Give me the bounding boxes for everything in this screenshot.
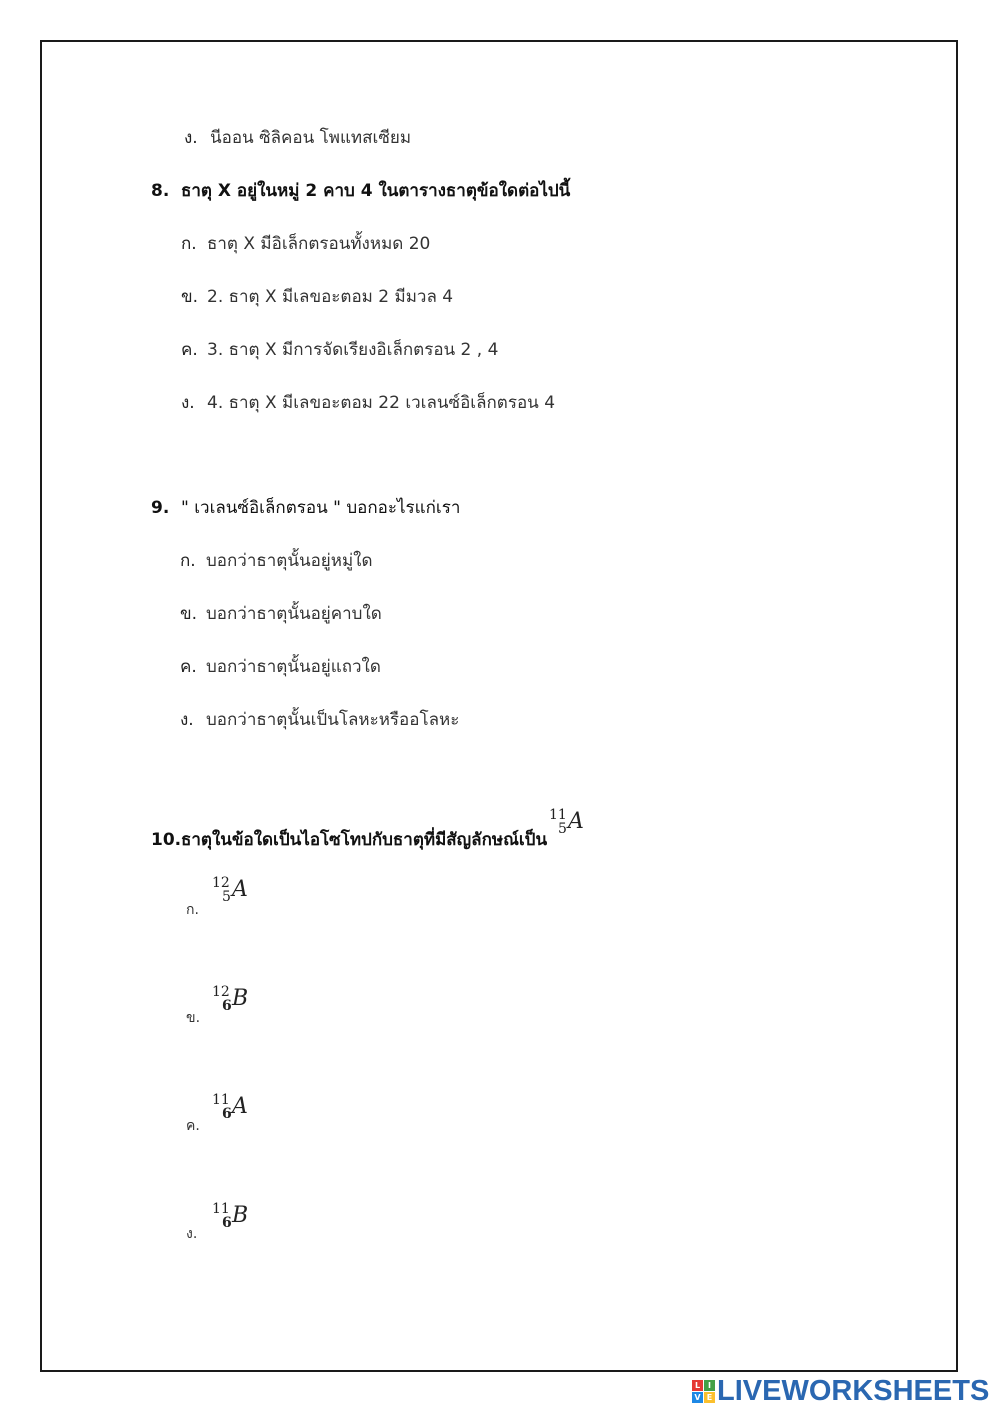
q9-option-a[interactable] xyxy=(180,550,373,572)
option-label: ค. xyxy=(181,340,198,360)
question-number: 8. xyxy=(151,181,170,201)
mass-number: 12 xyxy=(212,875,230,891)
atomic-number: 5 xyxy=(222,889,231,905)
q9-option-d[interactable] xyxy=(180,709,459,731)
option-text: ธาตุ X มีอิเล็กตรอนทั้งหมด 20 xyxy=(207,234,431,254)
option-label: ก. xyxy=(180,551,196,571)
q10-option-d-label[interactable]: ง. xyxy=(186,1226,198,1242)
q8-option-c[interactable] xyxy=(181,339,498,361)
mass-number: 11 xyxy=(549,807,567,823)
option-label: ค. xyxy=(180,657,197,677)
q10-option-a-label[interactable]: ก. xyxy=(186,902,199,918)
q8-option-a[interactable] xyxy=(181,233,430,255)
q10-option-c-label[interactable]: ค. xyxy=(186,1118,200,1134)
option-label: ข. xyxy=(181,287,199,307)
option-label: ข. xyxy=(180,604,198,624)
q10-option-b-isotope[interactable] xyxy=(212,985,252,1025)
logo-mark-letter: V xyxy=(692,1392,703,1403)
q9-option-b[interactable] xyxy=(180,603,382,625)
mass-number: 12 xyxy=(212,984,230,1000)
option-label: ง. xyxy=(184,128,198,148)
logo-mark-letter: I xyxy=(704,1380,715,1391)
question-8 xyxy=(151,180,570,202)
given-isotope-symbol xyxy=(549,808,589,848)
option-text: 4. ธาตุ X มีเลขอะตอม 22 เวเลนซ์อิเล็กตรอน 4 xyxy=(207,393,556,413)
logo-mark-letter: E xyxy=(704,1392,715,1403)
option-text: 2. ธาตุ X มีเลขอะตอม 2 มีมวล 4 xyxy=(207,287,454,307)
element-symbol: B xyxy=(232,986,249,1011)
element-symbol: A xyxy=(232,1094,248,1119)
q7-option-d xyxy=(184,127,411,149)
logo-mark-icon xyxy=(692,1380,715,1403)
worksheet-frame xyxy=(40,40,958,1372)
element-symbol: A xyxy=(232,877,248,902)
question-text: ธาตุ X อยู่ในหมู่ 2 คาบ 4 ในตารางธาตุข้อใดต่อไปนี้ xyxy=(181,181,571,201)
option-text: บอกว่าธาตุนั้นอยู่แถวใด xyxy=(206,657,381,677)
mass-number: 11 xyxy=(212,1201,230,1217)
option-text: นีออน ซิลิคอน โพแทสเซียม xyxy=(210,128,412,148)
atomic-number: 5 xyxy=(558,821,567,837)
option-label: ก. xyxy=(181,234,197,254)
q10-option-b-label[interactable]: ข. xyxy=(186,1010,201,1026)
logo-mark-letter: L xyxy=(692,1380,703,1391)
q9-option-c[interactable] xyxy=(180,656,381,678)
q8-option-d[interactable] xyxy=(181,392,555,414)
atomic-number: 6 xyxy=(222,1215,232,1231)
q10-option-d-isotope[interactable] xyxy=(212,1202,252,1242)
liveworksheets-logo xyxy=(692,1374,990,1407)
question-10 xyxy=(151,829,547,851)
question-9 xyxy=(151,497,460,519)
q8-option-b[interactable] xyxy=(181,286,453,308)
option-text: บอกว่าธาตุนั้นอยู่คาบใด xyxy=(206,604,382,624)
option-label: ง. xyxy=(181,393,195,413)
atomic-number: 6 xyxy=(222,998,232,1014)
option-label: ง. xyxy=(180,710,194,730)
question-number: 9. xyxy=(151,498,170,518)
option-text: 3. ธาตุ X มีการจัดเรียงอิเล็กตรอน 2 , 4 xyxy=(207,340,499,360)
logo-text: LIVEWORKSHEETS xyxy=(717,1374,990,1407)
element-symbol: A xyxy=(568,809,584,834)
mass-number: 11 xyxy=(212,1092,230,1108)
atomic-number: 6 xyxy=(222,1106,232,1122)
element-symbol: B xyxy=(232,1203,249,1228)
option-text: บอกว่าธาตุนั้นเป็นโลหะหรืออโลหะ xyxy=(206,710,460,730)
question-text: ธาตุในข้อใดเป็นไอโซโทปกับธาตุที่มีสัญลักษณ์เป็น xyxy=(181,830,548,850)
option-text: บอกว่าธาตุนั้นอยู่หมู่ใด xyxy=(206,551,373,571)
q10-option-a-isotope[interactable] xyxy=(212,876,252,916)
question-text: " เวเลนซ์อิเล็กตรอน " บอกอะไรแก่เรา xyxy=(181,498,461,518)
q10-option-c-isotope[interactable] xyxy=(212,1093,252,1133)
question-number: 10. xyxy=(151,830,182,850)
